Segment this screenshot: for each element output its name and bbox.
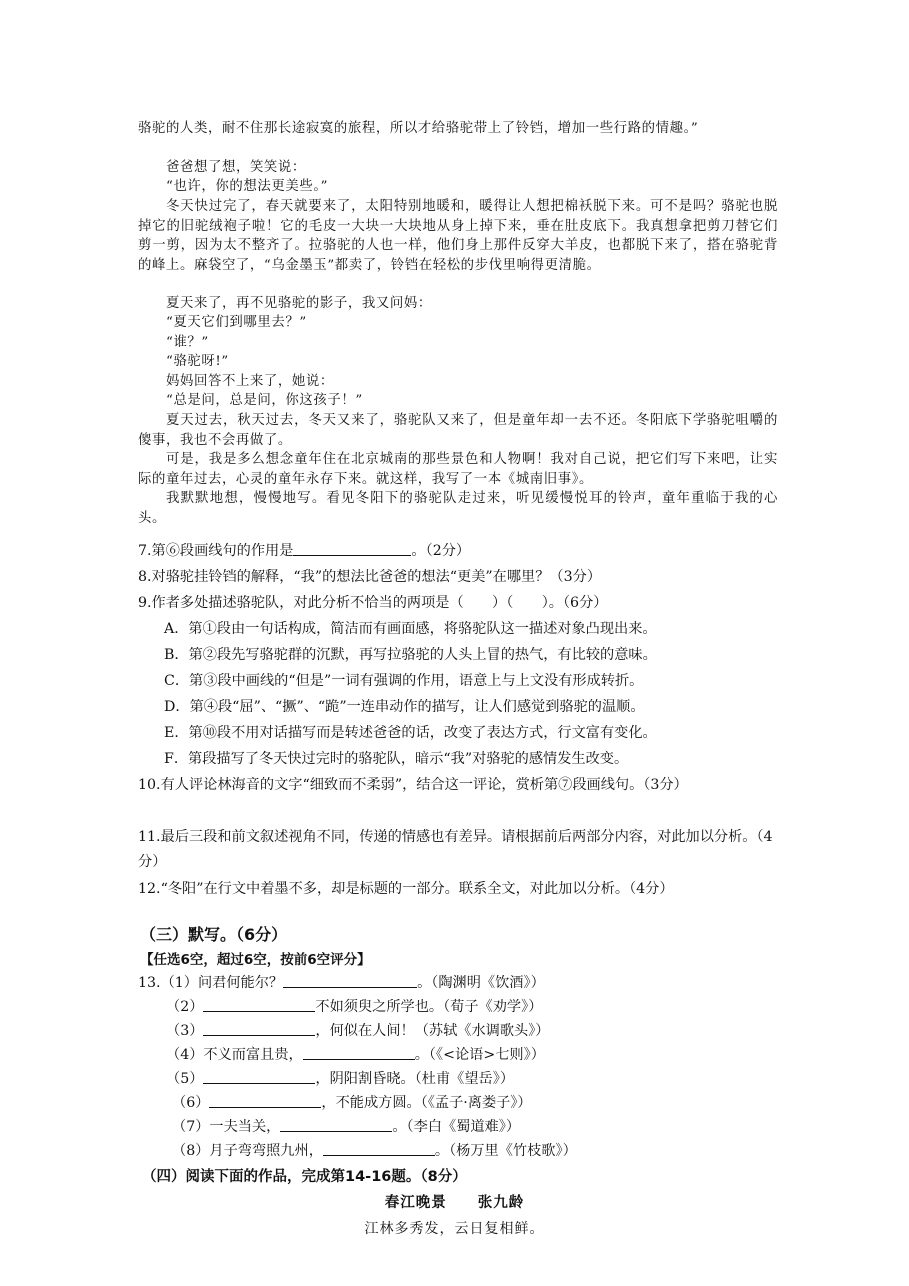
option-a: A．第①段由一句话构成，简洁而有画面感，将骆驼队这一描述对象凸现出来。 xyxy=(164,621,657,637)
poem-title: 春江晚景 张九龄 xyxy=(384,1194,525,1211)
question-13-item-8: （8）月子弯弯照九州， 。（杨万里《竹枝歌》） xyxy=(172,1139,772,1164)
passage-paragraph: 夏天过去，秋天过去，冬天又来了，骆驼队又来了，但是童年却一去不还。冬阳底下学骆驼咀嚼的傻事，我也不会再做了。 xyxy=(138,413,778,448)
option-b: B．第②段先写骆驼群的沉默，再写拉骆驼的人头上冒的热气，有比较的意味。 xyxy=(164,647,657,663)
question-13-item-2: （2） 不如须臾之所学也。（荀子《劝学》） xyxy=(166,995,766,1020)
answer-blank[interactable] xyxy=(303,1044,415,1060)
question-13-item-1: 13.（1）问君何能尔？ 。（陶渊明《饮酒》） xyxy=(138,971,778,996)
passage-paragraph: “也许，你的想法更美些。” xyxy=(166,179,329,194)
passage-paragraph: “谁？” xyxy=(166,335,209,350)
passage-paragraph: 我默默地想，慢慢地写。看见冬阳下的骆驼队走过来，听见缓慢悦耳的铃声，童年重临于我的心头。 xyxy=(138,491,778,526)
question-13-item-7: （7）一夫当关， 。（李白《蜀道难》） xyxy=(172,1115,772,1140)
passage-paragraph: 可是，我是多么想念童年住在北京城南的那些景色和人物啊！我对自己说，把它们写下来吧，让实际的童年过去，心灵的童年永存下来。就这样，我写了一本《城南旧事》。 xyxy=(138,452,778,487)
question-13-item-5: （5） ，阴阳割昏晓。（杜甫《望岳》） xyxy=(166,1067,766,1092)
answer-blank[interactable] xyxy=(280,1116,392,1132)
question-7: 7.第⑥段画线句的作用是 。（2分） xyxy=(138,539,778,564)
section-3-note: 【任选6空，超过6空，按前6空评分】 xyxy=(140,952,371,968)
option-d: D．第④段“屈”、“撅”、“跪”一连串动作的描写，让人们感觉到骆驼的温顺。 xyxy=(164,699,645,715)
passage-paragraph: 冬天快过完了，春天就要来了，太阳特别地暖和，暖得让人想把棉袄脱下来。可不是吗？骆驼也脱掉它的旧驼绒袍子啦！它的毛皮一大块一大块地从身上掉下来，垂在肚皮底下。我真想拿把剪刀替它们剪一剪，因为太不整齐了。拉骆驼的人也一样，他们身上那件反穿大羊皮，也都脱下来了，搭在骆驼背的峰上。麻袋空了，“乌金墨玉”都卖了，铃铛在轻松的步伐里响得更清脆。 xyxy=(138,199,778,273)
answer-blank[interactable] xyxy=(203,996,315,1012)
answer-blank[interactable] xyxy=(283,972,417,988)
answer-blank[interactable] xyxy=(209,1092,321,1108)
question-11: 11.最后三段和前文叙述视角不同，传递的情感也有差异。请根据前后两部分内容，对此加以分析。（4分） xyxy=(138,829,773,870)
question-10: 10.有人评论林海音的文字“细致而不柔弱”，结合这一评论，赏析第⑦段画线句。（3分） xyxy=(138,777,688,793)
passage-paragraph: “骆驼呀!” xyxy=(166,354,229,369)
passage-paragraph: “夏天它们到哪里去？” xyxy=(166,315,307,330)
answer-blank[interactable] xyxy=(293,540,411,556)
poem-line: 江林多秀发，云日复相鲜。 xyxy=(364,1221,545,1237)
question-8: 8.对骆驼挂铃铛的解释，“我”的想法比爸爸的想法“更美”在哪里？（3分） xyxy=(138,569,602,585)
passage-paragraph: “总是问，总是问，你这孩子！” xyxy=(166,393,363,408)
answer-blank[interactable] xyxy=(203,1068,315,1084)
option-c: C．第③段中画线的“但是”一词有强调的作用，语意上与上文没有形成转折。 xyxy=(164,673,644,689)
answer-blank[interactable] xyxy=(323,1140,435,1156)
section-3-title: （三）默写。（6分） xyxy=(140,925,288,944)
question-12: 12.“冬阳”在行文中着墨不多，却是标题的一部分。联系全文，对此加以分析。（4分） xyxy=(138,881,674,897)
passage-paragraph: 妈妈回答不上来了，她说： xyxy=(166,374,334,389)
option-f: F．第段描写了冬天快过完时的骆驼队，暗示“我”对骆驼的感情发生改变。 xyxy=(164,751,629,767)
question-13-item-6: （6） ，不能成方圆。（《孟子·离娄子》） xyxy=(172,1091,772,1116)
question-9: 9.作者多处描述骆驼队，对此分析不恰当的两项是（ ）（ ）。（6分） xyxy=(138,595,608,611)
question-13-item-4: （4）不义而富且贵， 。（《<论语>七则》） xyxy=(166,1043,766,1068)
section-4-title: （四）阅读下面的作品，完成第14-16题。（8分） xyxy=(142,1169,467,1185)
question-13-item-3: （3） ，何似在人间！（苏轼《水调歌头》） xyxy=(166,1019,766,1044)
passage-paragraph: 爸爸想了想，笑笑说： xyxy=(166,160,306,175)
passage-paragraph: 骆驼的人类，耐不住那长途寂寞的旅程，所以才给骆驼带上了铃铛，增加一些行路的情趣。” xyxy=(138,121,699,136)
answer-blank[interactable] xyxy=(203,1020,315,1036)
passage-paragraph: 夏天来了，再不见骆驼的影子，我又问妈： xyxy=(166,296,432,311)
option-e: E．第⑩段不用对话描写而是转述爸爸的话，改变了表达方式，行文富有变化。 xyxy=(164,725,657,741)
